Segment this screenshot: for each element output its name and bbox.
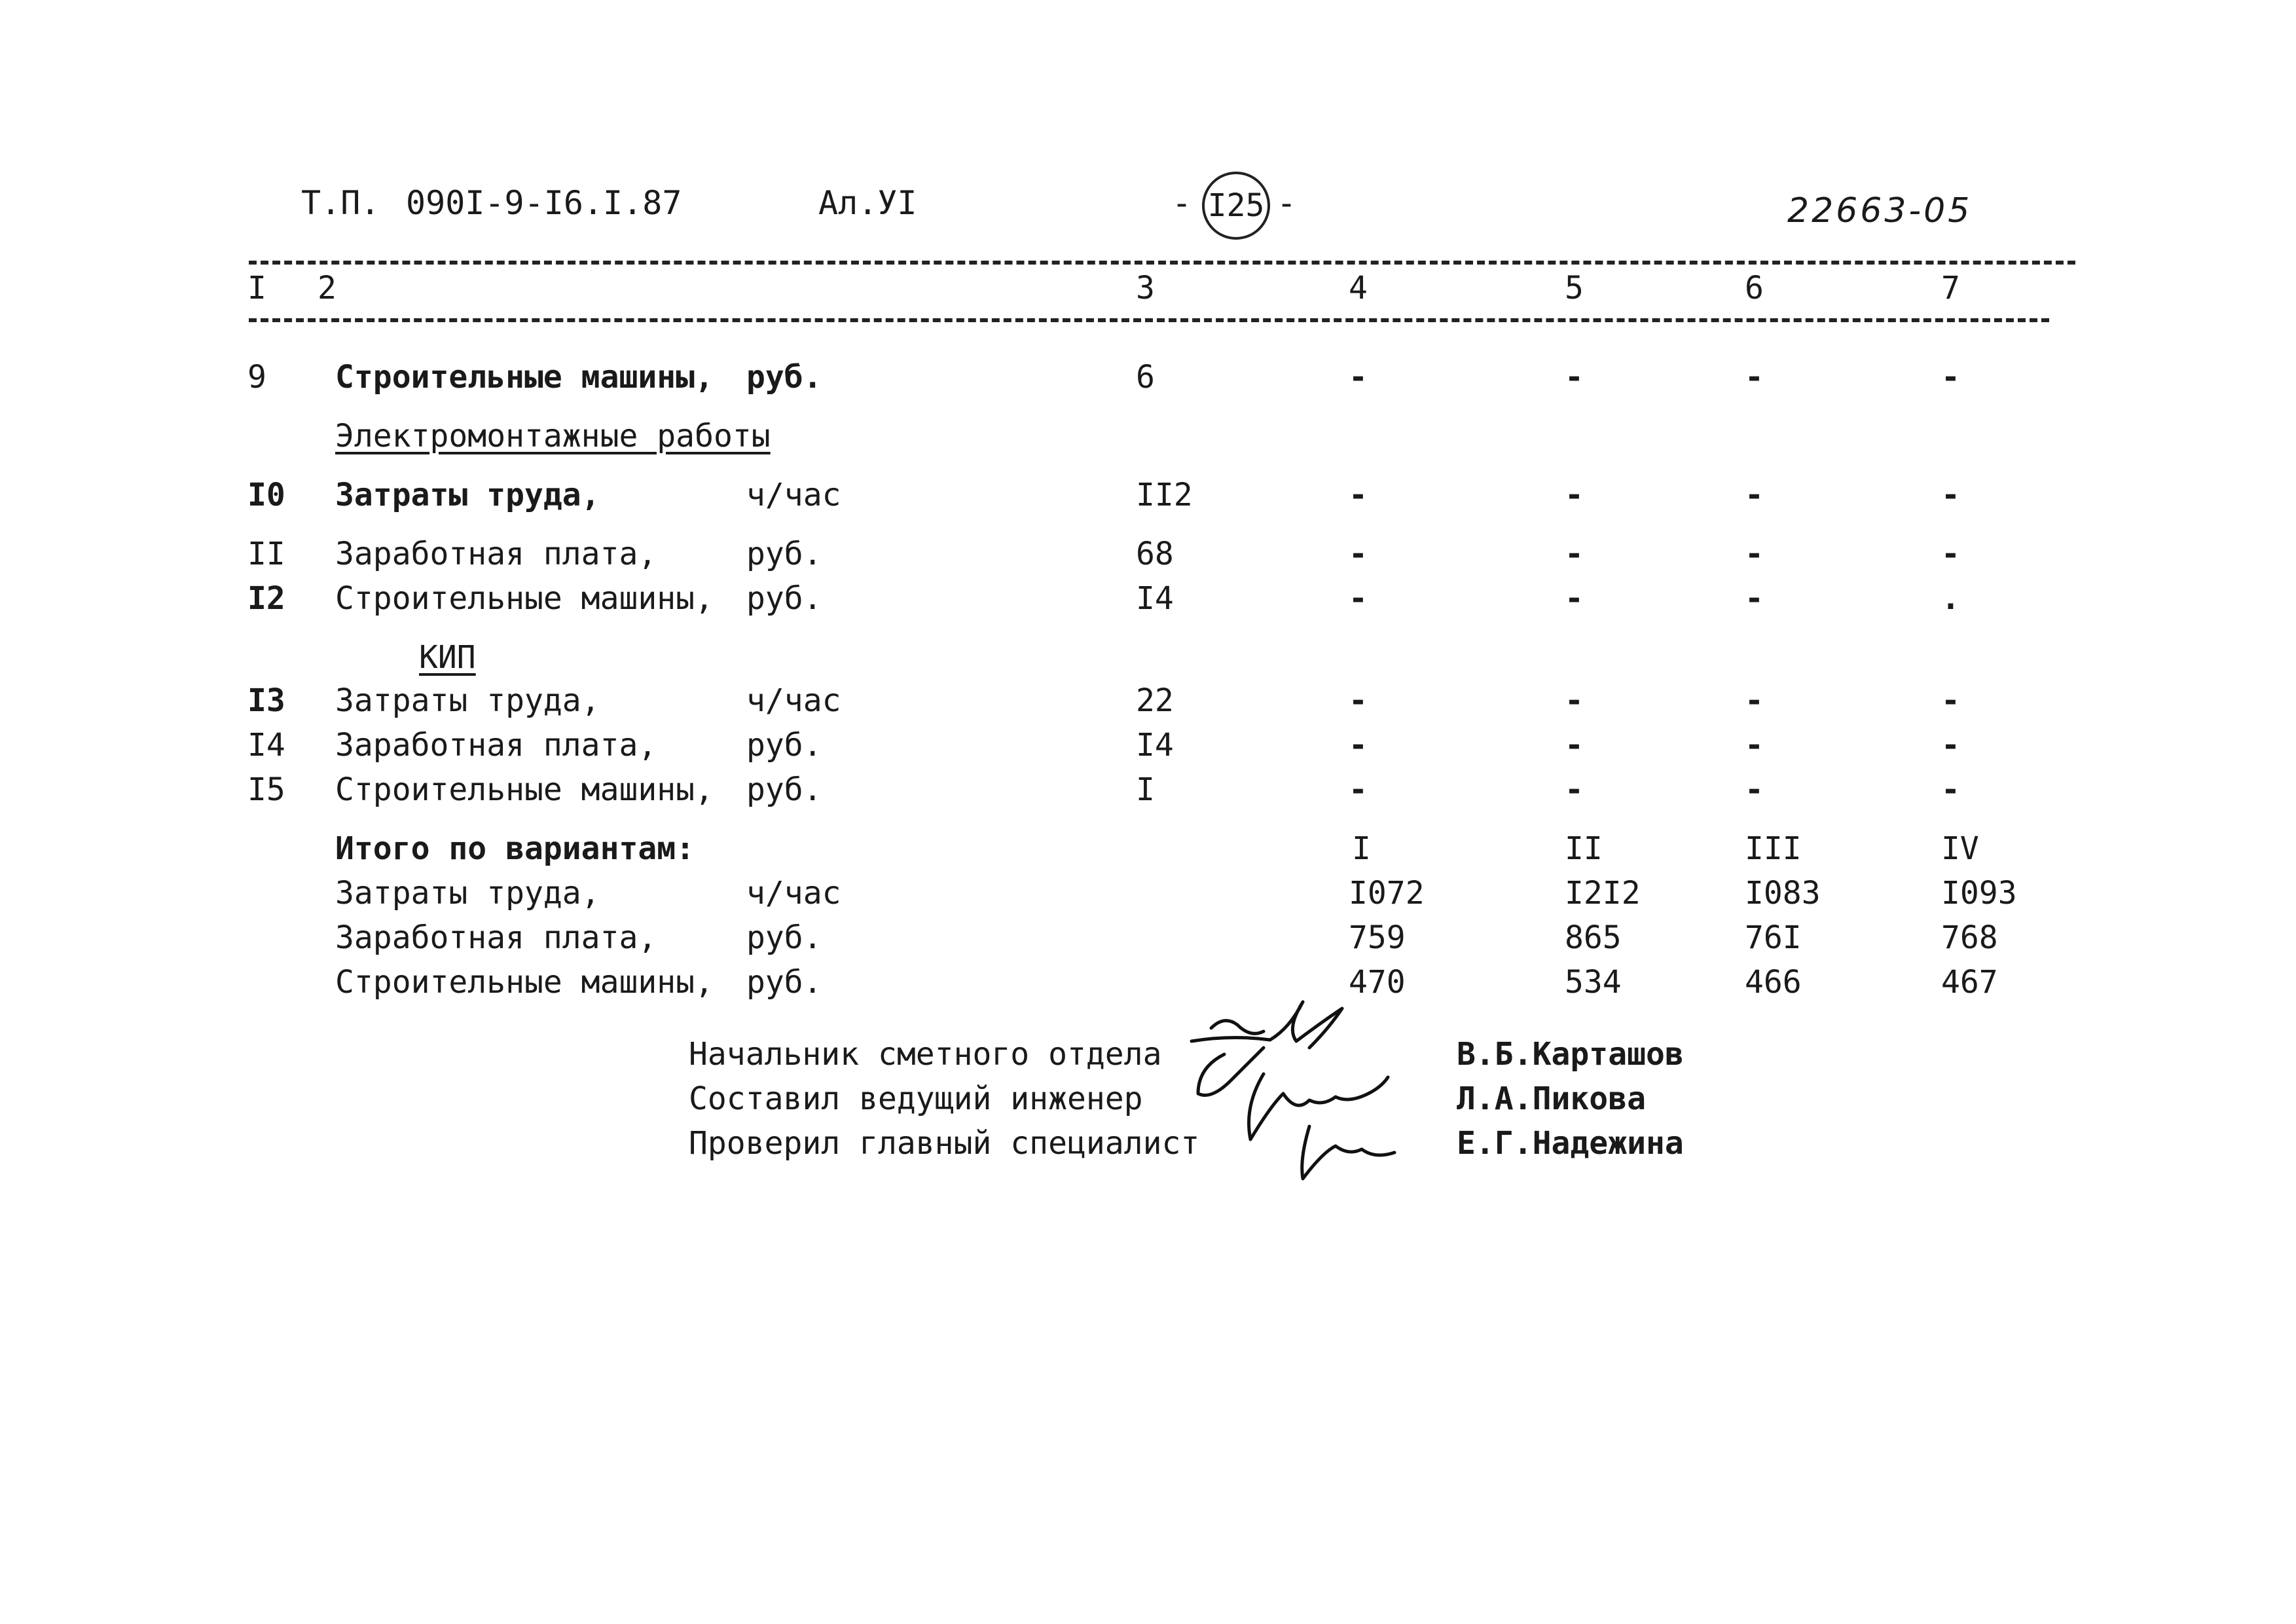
cell-col6: - — [1745, 682, 1764, 719]
cell-col5: - — [1565, 771, 1584, 808]
totals-value: I072 — [1349, 875, 1425, 912]
row-number: I5 — [247, 771, 285, 808]
handwritten-signatures — [1172, 989, 1434, 1185]
row-value: 22 — [1136, 682, 1174, 719]
totals-value: 470 — [1349, 964, 1406, 1001]
cell-col7: - — [1941, 536, 1960, 572]
cell-col5: - — [1565, 727, 1584, 764]
page-number: I25 — [1202, 172, 1270, 240]
header-bottom-rule — [249, 318, 2049, 322]
row-value: 6 — [1136, 359, 1155, 396]
totals-value: 76I — [1745, 919, 1802, 956]
cell-col5: - — [1565, 682, 1584, 719]
totals-title: Итого по вариантам: — [335, 830, 695, 867]
row-number: I4 — [247, 727, 285, 764]
signature-role: Проверил главный специалист — [689, 1125, 1200, 1162]
page-dash-left: - — [1172, 184, 1192, 222]
row-name: Строительные машины, — [335, 771, 714, 808]
page-dash-right: - — [1277, 184, 1297, 222]
totals-row-name: Заработная плата, — [335, 919, 657, 956]
cell-col6: - — [1745, 727, 1764, 764]
row-unit: ч/час — [746, 682, 841, 719]
cell-col7: - — [1941, 359, 1960, 396]
totals-row-unit: ч/час — [746, 875, 841, 912]
row-unit: руб. — [746, 536, 822, 572]
row-name: Заработная плата, — [335, 536, 657, 572]
row-unit: руб. — [746, 727, 822, 764]
totals-value: I083 — [1745, 875, 1821, 912]
cell-col4: - — [1349, 536, 1368, 572]
row-unit: ч/час — [746, 477, 841, 513]
totals-value: I093 — [1941, 875, 2017, 912]
cell-col4: - — [1349, 727, 1368, 764]
totals-row-unit: руб. — [746, 964, 822, 1001]
row-name: Строительные машины, — [335, 359, 714, 396]
signature-name: Е.Г.Надежина — [1457, 1125, 1684, 1162]
row-value: I4 — [1136, 727, 1174, 764]
cell-col7: - — [1941, 682, 1960, 719]
cell-col4: - — [1349, 771, 1368, 808]
row-unit: руб. — [746, 771, 822, 808]
row-value: 68 — [1136, 536, 1174, 572]
album-label: Ал.УI — [818, 184, 917, 222]
cell-col6: - — [1745, 771, 1764, 808]
totals-value: 534 — [1565, 964, 1622, 1001]
cell-col6: - — [1745, 477, 1764, 513]
col-header-5: 5 — [1565, 270, 1584, 306]
signature-name: Л.А.Пикова — [1457, 1080, 1646, 1117]
col-header-4: 4 — [1349, 270, 1368, 306]
row-name: Затраты труда, — [335, 477, 600, 513]
totals-value: 865 — [1565, 919, 1622, 956]
row-unit: руб. — [746, 580, 822, 617]
col-header-1: I — [247, 270, 266, 306]
cell-col6: - — [1745, 359, 1764, 396]
totals-row-unit: руб. — [746, 919, 822, 956]
cell-col6: - — [1745, 536, 1764, 572]
cell-col7: - — [1941, 727, 1960, 764]
doc-number: 090I-9-I6.I.87 — [406, 184, 682, 222]
cell-col4: - — [1349, 477, 1368, 513]
cell-col5: - — [1565, 359, 1584, 396]
variant-header: III — [1745, 830, 1802, 867]
row-number: I0 — [247, 477, 285, 513]
row-number: II — [247, 536, 285, 572]
cell-col7: . — [1941, 580, 1960, 617]
row-name: Строительные машины, — [335, 580, 714, 617]
signature-name: В.Б.Карташов — [1457, 1036, 1684, 1073]
cell-col4: - — [1349, 580, 1368, 617]
row-number: I2 — [247, 580, 285, 617]
cell-col5: - — [1565, 580, 1584, 617]
section-title-electro: Электромонтажные работы — [335, 418, 771, 454]
signature-role: Начальник сметного отдела — [689, 1036, 1162, 1073]
cell-col7: - — [1941, 477, 1960, 513]
variant-header: II — [1565, 830, 1603, 867]
section-title-kip: КИП — [419, 639, 476, 676]
cell-col4: - — [1349, 359, 1368, 396]
totals-value: 467 — [1941, 964, 1998, 1001]
totals-value: 466 — [1745, 964, 1802, 1001]
row-number: I3 — [247, 682, 285, 719]
row-name: Затраты труда, — [335, 682, 600, 719]
totals-value: I2I2 — [1565, 875, 1641, 912]
row-unit: руб. — [746, 359, 822, 396]
totals-value: 759 — [1349, 919, 1406, 956]
cell-col5: - — [1565, 477, 1584, 513]
totals-value: 768 — [1941, 919, 1998, 956]
row-value: I — [1136, 771, 1155, 808]
tp-label: Т.П. — [301, 184, 380, 222]
row-value: II2 — [1136, 477, 1193, 513]
col-header-7: 7 — [1941, 270, 1960, 306]
header-top-rule — [249, 261, 2075, 265]
variant-header: I — [1352, 830, 1371, 867]
col-header-2: 2 — [318, 270, 337, 306]
cell-col7: - — [1941, 771, 1960, 808]
col-header-6: 6 — [1745, 270, 1764, 306]
cell-col6: - — [1745, 580, 1764, 617]
totals-row-name: Затраты труда, — [335, 875, 600, 912]
row-number: 9 — [247, 359, 266, 396]
registration-number: 22663-05 — [1787, 191, 1973, 231]
row-name: Заработная плата, — [335, 727, 657, 764]
variant-header: IV — [1941, 830, 1979, 867]
row-value: I4 — [1136, 580, 1174, 617]
signature-role: Составил ведущий инженер — [689, 1080, 1143, 1117]
col-header-3: 3 — [1136, 270, 1155, 306]
totals-row-name: Строительные машины, — [335, 964, 714, 1001]
cell-col5: - — [1565, 536, 1584, 572]
cell-col4: - — [1349, 682, 1368, 719]
